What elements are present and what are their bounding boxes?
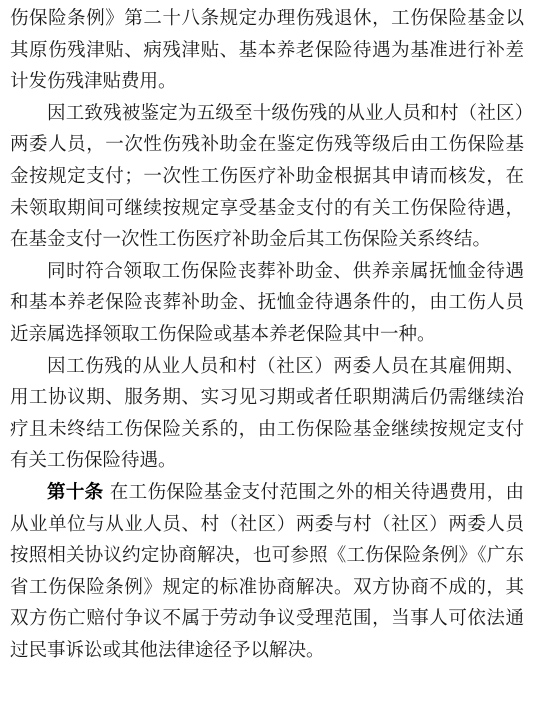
- paragraph-disability-grade-five-to-ten: [10, 98, 524, 256]
- paragraph-funeral-subsidy: [10, 256, 524, 351]
- paragraph-text: 因工伤残的从业人员和村（社区）两委人员在其雇佣期、用工协议期、服务期、实习见习期或者任职期满后仍需继续治疗且未终结工伤保险关系的，由工伤保险基金继续按规定支付有关工伤保险待遇。: [10, 355, 524, 472]
- paragraph-continuation: [10, 3, 524, 98]
- paragraph-text: 因工致残被鉴定为五级至十级伤残的从业人员和村（社区）两委人员，一次性伤残补助金在鉴定伤残等级后由工伤保险基金按规定支付；一次性工伤医疗补助金根据其申请而核发，在未领取期间可继续按规定享受基金支付的有关工伤保险待遇，在基金支付一次性工伤医疗补助金后其工伤保险关系终结。: [10, 102, 524, 251]
- paragraph-text: 同时符合领取工伤保险丧葬补助金、供养亲属抚恤金待遇和基本养老保险丧葬补助金、抚恤金待遇条件的，由工伤人员近亲属选择领取工伤保险或基本养老保险其中一种。: [10, 260, 524, 345]
- document-page: [10, 3, 524, 666]
- paragraph-article-ten: [10, 477, 524, 667]
- paragraph-continued-treatment: [10, 351, 524, 477]
- paragraph-text: 在工伤保险基金支付范围之外的相关待遇费用，由从业单位与从业人员、村（社区）两委与村（社区）两委人员按照相关协议约定协商解决，也可参照《工伤保险条例》《广东省工伤保险条例》规定的标准协商解决。双方协商不成的，其双方伤亡赔付争议不属于劳动争议受理范围，当事人可依法通过民事诉讼或其他法律途径予以解决。: [10, 481, 524, 661]
- article-number: 第十条: [47, 481, 104, 503]
- paragraph-text: 伤保险条例》第二十八条规定办理伤残退休，工伤保险基金以其原伤残津贴、病残津贴、基本养老保险待遇为基准进行补差计发伤残津贴费用。: [10, 8, 524, 93]
